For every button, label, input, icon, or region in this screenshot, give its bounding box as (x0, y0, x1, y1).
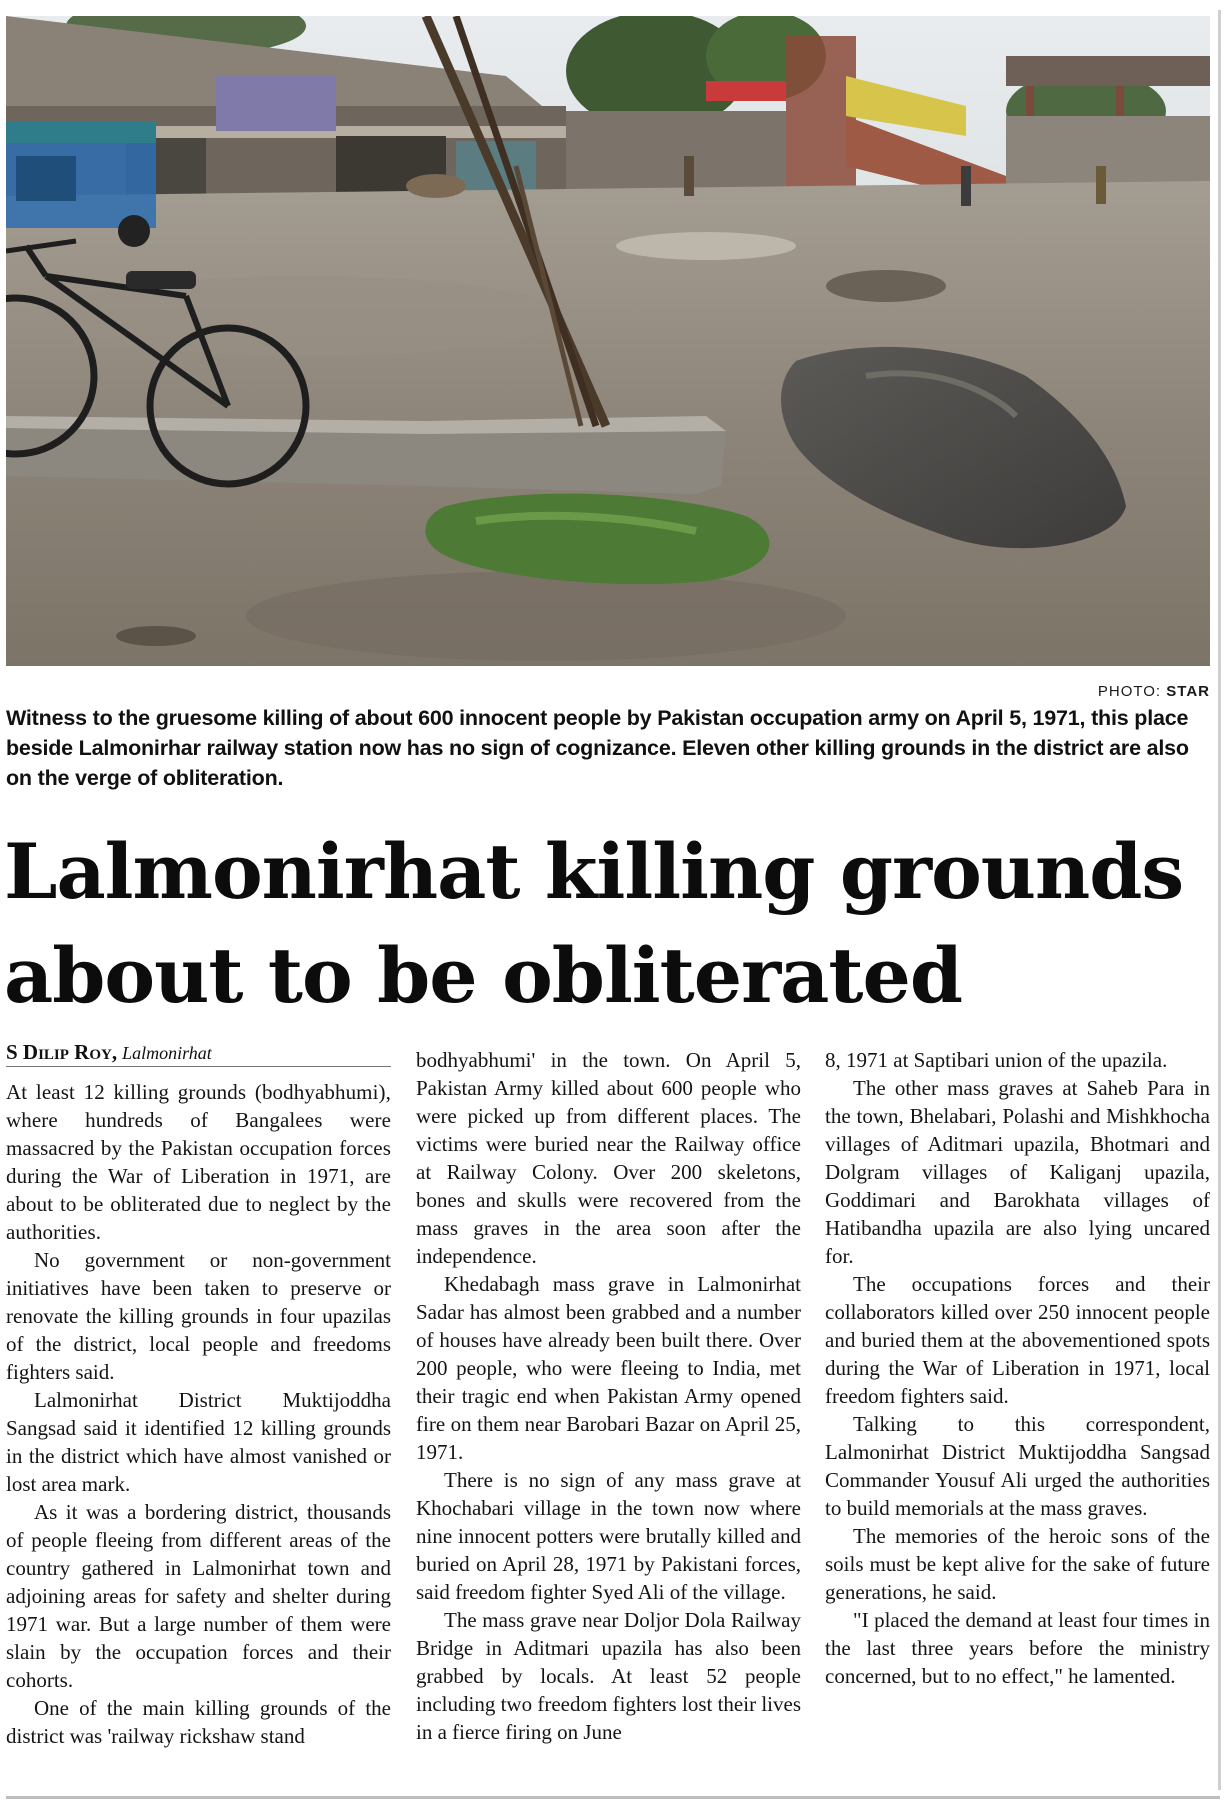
paragraph: The other mass graves at Saheb Para in the town, Bhelabari, Polashi and Mishkhocha villages of Aditmari upazila, Bhotmari and Dolgram villages of Kaliganj upazila, Goddimari and Barokhata villages of Hatibandha upazila are also lying uncared for. (825, 1076, 1210, 1268)
paragraph: At least 12 killing grounds (bodhyabhumi), where hundreds of Bangalees were massacred by the Pakistan occupation forces during the War of Liberation in 1971, are about to be obliterated due to neglect by the authorities. (6, 1080, 391, 1244)
page-bottom-rule (6, 1796, 1220, 1799)
headline: Lalmonirhat killing grounds about to be obliterated (4, 827, 1184, 1020)
paragraph: 8, 1971 at Saptibari union of the upazila. (825, 1048, 1168, 1072)
paragraph: Talking to this correspondent, Lalmonirhat District Muktijoddha Sangsad Commander Yousuf Ali urged the authorities to build memorials at the mass graves. (825, 1412, 1210, 1520)
article-column-2 (416, 1046, 801, 1746)
photo-credit-source: STAR (1166, 683, 1210, 700)
page-edge-rule (1218, 10, 1221, 1790)
byline-author: S Dilip Roy, (6, 1040, 118, 1064)
paragraph: As it was a bordering district, thousands of people fleeing from different areas of the country gathered in Lalmonirhat town and adjoining areas for safety and shelter during 1971 war. But a large number of them were slain by the occupation forces and their cohorts. (6, 1500, 391, 1692)
paragraph: bodhyabhumi' in the town. On April 5, Pakistan Army killed about 600 people who were picked up from different places. The victims were buried near the Railway office at Railway Colony. Over 200 skeletons, bones and skulls were recovered from the mass graves in the area soon after the independence. (416, 1048, 801, 1268)
paragraph: Lalmonirhat District Muktijoddha Sangsad said it identified 12 killing grounds in the district which have almost vanished or lost area mark. (6, 1388, 391, 1496)
paragraph: The occupations forces and their collaborators killed over 250 innocent people and buried them at the abovementioned spots during the War of Liberation in 1971, local freedom fighters said. (825, 1272, 1210, 1408)
paragraph: The memories of the heroic sons of the soils must be kept alive for the sake of future generations, he said. (825, 1524, 1210, 1604)
paragraph: No government or non-government initiatives have been taken to preserve or renovate the killing grounds in four upazilas of the district, local people and freedoms fighters said. (6, 1248, 391, 1384)
photo-scene (6, 16, 1210, 666)
photo-caption: Witness to the gruesome killing of about 600 innocent people by Pakistan occupation army on April 5, 1971, this place beside Lalmonirhar railway station now has no sign of cognizance. Eleven other killing grounds in the district are also on the verge of obliteration. (6, 706, 1189, 790)
photo-credit (1060, 683, 1210, 700)
article-column-3 (825, 1046, 1210, 1690)
paragraph: One of the main killing grounds of the district was 'railway rickshaw stand (6, 1696, 391, 1748)
byline-rule (6, 1066, 391, 1067)
article-column-1 (6, 1078, 391, 1750)
byline-place: Lalmonirhat (122, 1043, 212, 1063)
paragraph: "I placed the demand at least four times in the last three years before the ministry concerned, but to no effect," he lamented. (825, 1608, 1210, 1688)
photo-credit-label: PHOTO: (1097, 683, 1162, 700)
paragraph: The mass grave near Doljor Dola Railway Bridge in Aditmari upazila has also been grabbed by locals. At least 52 people including two freedom fighters lost their lives in a fierce firing on June (416, 1608, 801, 1744)
paragraph: There is no sign of any mass grave at Khochabari village in the town now where nine innocent potters were brutally killed and buried on April 28, 1971 by Pakistani forces, said freedom fighter Syed Ali of the village. (416, 1468, 801, 1604)
news-photo (6, 16, 1210, 666)
paragraph: Khedabagh mass grave in Lalmonirhat Sadar has almost been grabbed and a number of houses have already been built there. Over 200 people, who were fleeing to India, met their tragic end when Pakistan Army opened fire on them near Barobari Bazar on April 25, 1971. (416, 1272, 801, 1464)
byline (6, 1040, 396, 1065)
